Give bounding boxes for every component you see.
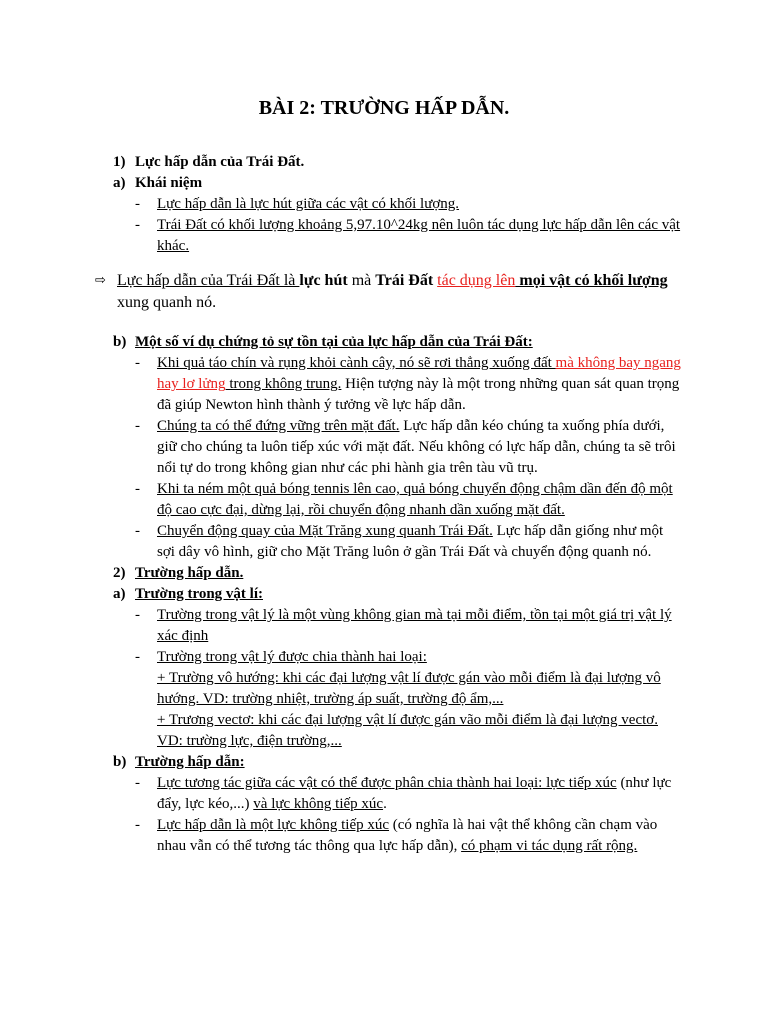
example-1-part-d: Hiện tượng này là một trong những quan sát quan trọng đã giúp Newton hình thành ý tưởng về lực hấp dẫn. (157, 376, 680, 413)
bullet-dash: - (135, 481, 140, 497)
section-2b-heading (113, 752, 683, 773)
field-definition: Trường trong vật lý là một vùng không gian mà tại mỗi điểm, tồn tại một giá trị vật lý xác định (157, 607, 672, 644)
conclusion-part-1: Lực hấp dẫn của Trái Đất là (117, 272, 300, 289)
conclusion-part-7: mọi vật có khối lượng (515, 272, 668, 289)
interaction-part-d: . (383, 796, 387, 812)
conclusion (95, 270, 683, 314)
conclusion-part-8: xung quanh nó. (117, 294, 217, 311)
list-item (135, 521, 683, 563)
example-4-part-b: Lực hấp dẫn giống như một sợi dây vô hình, giữ cho Mặt Trăng luôn ở gần Trái Đất và chuyển động quanh nó. (157, 523, 664, 560)
example-1-part-b: mà không bay ngang hay lơ lửng (157, 355, 681, 392)
scalar-field-item (157, 668, 683, 710)
section-1-number: 1) (113, 154, 126, 170)
list-item (135, 215, 683, 257)
section-1-heading (113, 152, 683, 173)
interaction-part-c: và lực không tiếp xúc (253, 796, 384, 812)
bullet-dash: - (135, 775, 140, 791)
bullet-dash: - (135, 196, 140, 212)
vector-field-item (157, 710, 683, 752)
conclusion-part-6: tác dụng lên (437, 272, 516, 289)
section-2b-mark: b) (113, 754, 127, 770)
example-2-part-b: Lực hấp dẫn kéo chúng ta xuống phía dưới, giữ cho chúng ta luôn tiếp xúc với mặt đất. Nếu không có lực hấp dẫn, chúng ta sẽ trôi nổi tự do trong không gian như các phi hành gia trên tàu vũ trụ. (157, 418, 676, 476)
conclusion-part-4: Trái Đất (375, 272, 434, 289)
section-1a-title: Khái niệm (135, 175, 203, 191)
bullet-dash: - (135, 523, 140, 539)
section-2-heading (113, 563, 683, 584)
gravity-part-a: Lực hấp dẫn là một lực không tiếp xúc (157, 817, 390, 833)
section-1a-heading (113, 173, 683, 194)
list-item (135, 194, 683, 215)
conclusion-part-3: mà (347, 272, 376, 289)
section-1a-mark: a) (113, 175, 126, 191)
definition-text-1: Lực hấp dẫn là lực hút giữa các vật có khối lượng. (157, 196, 460, 212)
vector-field-text: + Trương vectơ: khi các đại lượng vật lí được gán vão mỗi điểm là đại lượng vectơ. VD: trường lực, điện trường,... (157, 712, 658, 749)
example-1-part-c: trong không trung. (225, 376, 342, 392)
bullet-dash: - (135, 355, 140, 371)
list-item (135, 647, 683, 668)
page-title: BÀI 2: TRƯỜNG HẤP DẪN. (258, 97, 510, 119)
field-types-intro: Trường trong vật lý được chia thành hai loại: (157, 649, 427, 665)
section-2-title: Trường hấp dẫn. (135, 565, 244, 581)
interaction-part-b: (như lực đẩy, lực kéo,...) (157, 775, 672, 812)
definition-text-2: Trái Đất có khối lượng khoảng 5,97.10^24kg nên luôn tác dụng lực hấp dẫn lên các vật khác. (157, 217, 681, 254)
interaction-part-a: Lực tương tác giữa các vật có thể được phân chia thành hai loại: lực tiếp xúc (157, 775, 617, 791)
bullet-dash: - (135, 607, 140, 623)
section-1b-heading (113, 332, 683, 353)
example-2-part-a: Chúng ta có thể đứng vững trên mặt đất. (157, 418, 400, 434)
list-item (135, 773, 683, 815)
gravity-part-c: có phạm vi tác dụng rất rộng. (461, 838, 638, 854)
list-item (135, 815, 683, 857)
list-item (135, 605, 683, 647)
conclusion-part-2: lực hút (299, 272, 348, 289)
document-body (95, 152, 683, 857)
section-1b-title: Một số ví dụ chứng tỏ sự tồn tại của lực hấp dẫn của Trái Đất: (135, 334, 533, 350)
example-3: Khi ta ném một quả bóng tennis lên cao, quả bóng chuyển động chậm dần đến độ một độ cao cực đại, dừng lại, rồi chuyển động nhanh dần xuống mặt đất. (157, 481, 673, 518)
bullet-dash: - (135, 649, 140, 665)
section-1-title: Lực hấp dẫn của Trái Đất. (135, 154, 305, 170)
scalar-field-text: + Trường vô hướng: khi các đại lượng vật lí được gán vào mỗi điểm là đại lượng vô hướng. VD: trường nhiệt, trường áp suất, trường độ ẩm,... (157, 670, 661, 707)
section-2a-mark: a) (113, 586, 126, 602)
example-4-part-a: Chuyển động quay của Mặt Trăng xung quanh Trái Đất. (157, 523, 493, 539)
section-2a-title: Trường trong vật lí: (135, 586, 263, 602)
section-2a-heading (113, 584, 683, 605)
section-2-number: 2) (113, 565, 126, 581)
gravity-part-b: (có nghĩa là hai vật thể không cần chạm vào nhau vẫn có thể tương tác thông qua lực hấp dẫn), (157, 817, 658, 854)
bullet-dash: - (135, 817, 140, 833)
bullet-dash: - (135, 418, 140, 434)
list-item (135, 416, 683, 479)
section-1b-mark: b) (113, 334, 127, 350)
section-2b-title: Trường hấp dẫn: (135, 754, 245, 770)
example-1-part-a: Khi quả táo chín và rụng khỏi cành cây, nó sẽ rơi thẳng xuống đất (157, 355, 556, 371)
bullet-dash: - (135, 217, 140, 233)
list-item (135, 479, 683, 521)
list-item (135, 353, 683, 416)
arrow-right-icon: ⇨ (95, 273, 106, 288)
